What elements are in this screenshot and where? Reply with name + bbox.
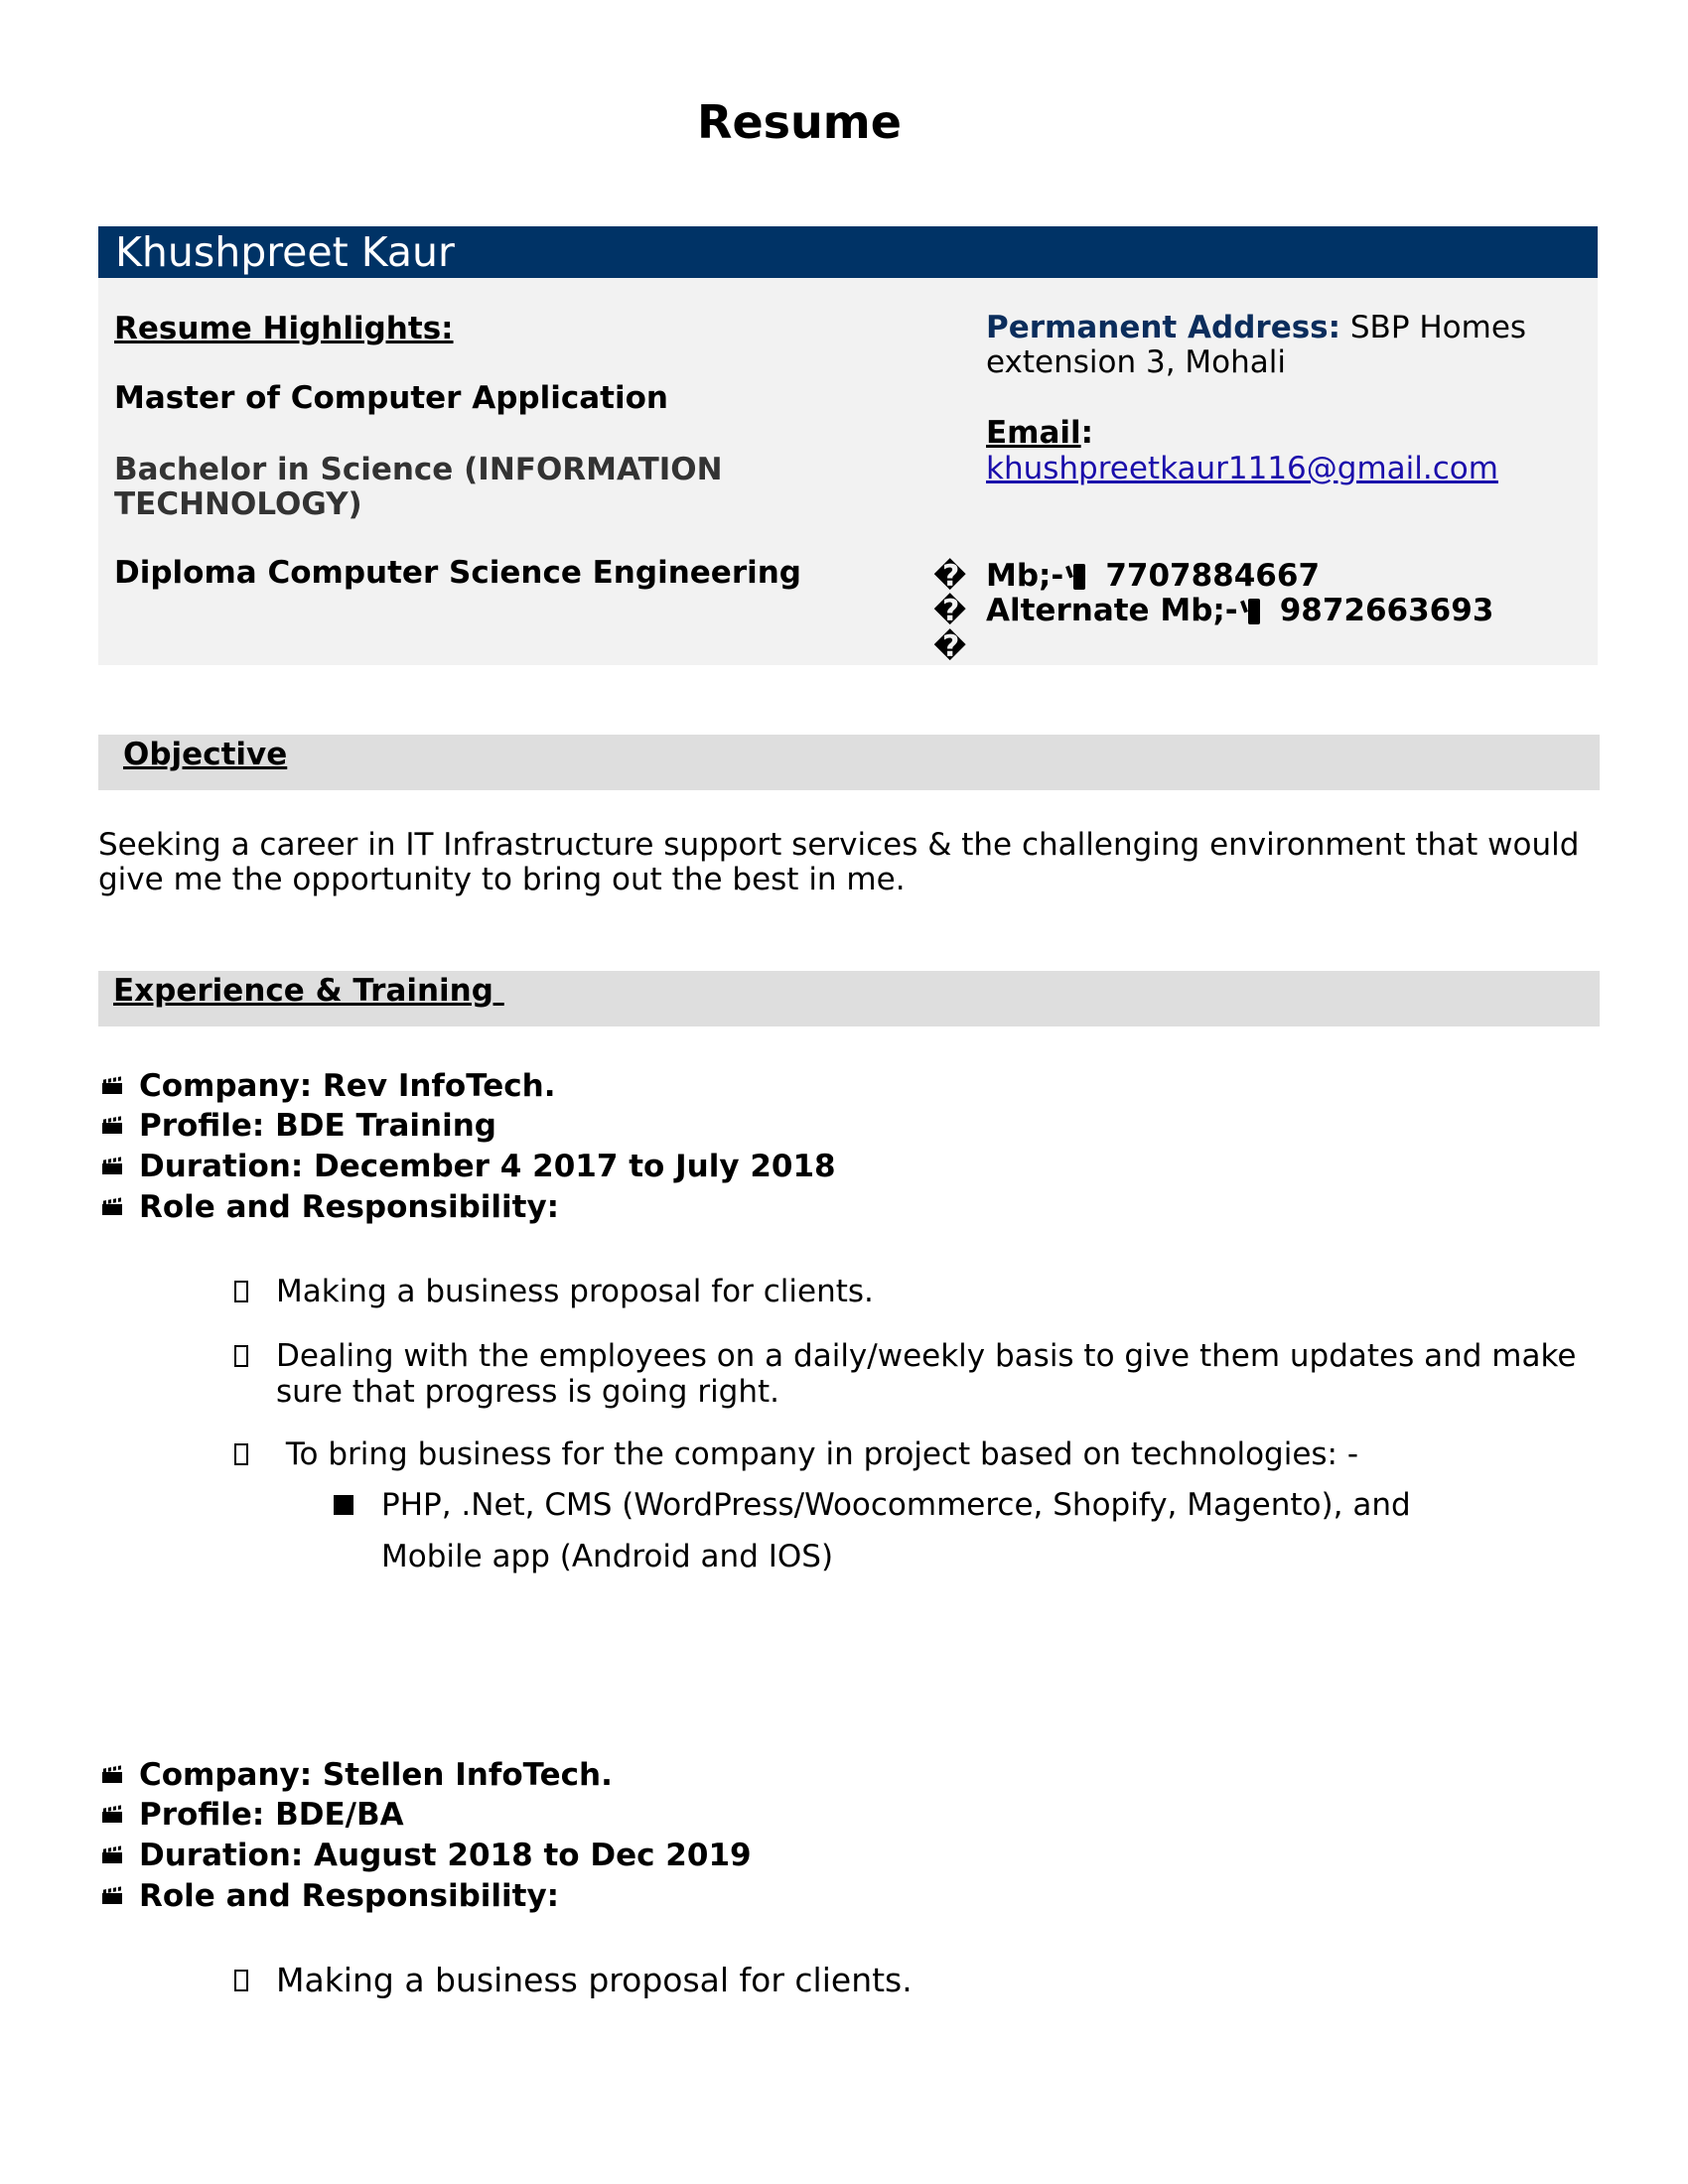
responsibility-item [234, 1274, 1597, 1309]
job-role-heading [102, 1189, 559, 1225]
job-duration-text: Duration: August 2018 to Dec 2019 [139, 1838, 752, 1873]
mobile-phone-icon [1248, 599, 1260, 624]
responsibility-text: Dealing with the employees on a daily/weekly basis to give them updates and make sure that progress is going right. [276, 1338, 1577, 1410]
box-bullet-icon [234, 1281, 248, 1302]
clapperboard-icon [102, 1159, 122, 1174]
alternate-mobile-number: 9872663693 [1279, 593, 1494, 628]
box-bullet-icon [234, 1345, 248, 1367]
email-label-line [986, 416, 1093, 451]
clapperboard-icon [102, 1118, 122, 1134]
alternate-mobile-line [986, 594, 1493, 628]
job-profile [102, 1108, 496, 1144]
mobile-number: 7707884667 [1105, 558, 1321, 594]
clapperboard-icon [102, 1199, 122, 1215]
box-bullet-icon [234, 1970, 248, 1991]
mobile-phone-icon [1073, 564, 1085, 590]
job-company [102, 1068, 555, 1104]
clapperboard-icon [102, 1767, 122, 1783]
experience-heading: Experience & Training [113, 973, 504, 1009]
job-duration [102, 1149, 836, 1184]
job-role-heading [102, 1878, 559, 1914]
replacement-glyph: � [933, 594, 967, 628]
clapperboard-icon [102, 1078, 122, 1094]
address-label: Permanent Address: [986, 310, 1341, 345]
job-company-text: Company: Stellen InfoTech. [139, 1757, 613, 1793]
responsibility-item [234, 1436, 1597, 1472]
box-bullet-icon [234, 1443, 248, 1465]
job-role-heading-text: Role and Responsibility: [139, 1878, 560, 1914]
replacement-glyph: � [933, 559, 967, 594]
job-company [102, 1757, 613, 1793]
objective-text: Seeking a career in IT Infrastructure support services & the challenging environment that would give me the opportunity to bring out the best in me. [98, 827, 1580, 897]
alternate-mobile-label: Alternate Mb;- [986, 593, 1238, 628]
email-label: Email [986, 415, 1081, 451]
email-link[interactable]: khushpreetkaur1116@gmail.com [986, 451, 1498, 486]
job-profile-text: Profile: BDE Training [139, 1108, 496, 1144]
technology-sub-item [334, 1479, 1474, 1582]
job-profile [102, 1797, 404, 1833]
responsibility-text: Making a business proposal for clients. [276, 1961, 913, 1999]
job-duration [102, 1838, 752, 1873]
highlights-heading: Resume Highlights: [114, 311, 454, 346]
job-company-text: Company: Rev InfoTech. [139, 1068, 556, 1104]
mobile-line [986, 559, 1320, 594]
name-banner: Khushpreet Kaur [98, 226, 1598, 278]
highlight-bsc: Bachelor in Science (INFORMATION TECHNOLOGY) [114, 452, 723, 522]
responsibility-text: Making a business proposal for clients. [276, 1274, 874, 1309]
objective-heading: Objective [123, 737, 288, 772]
job-role-heading-text: Role and Responsibility: [139, 1189, 560, 1225]
clapperboard-icon [102, 1847, 122, 1863]
highlight-mca: Master of Computer Application [114, 380, 668, 416]
responsibility-item [234, 1963, 1597, 1998]
responsibility-text: To bring business for the company in project based on technologies: - [276, 1436, 1359, 1472]
email-colon: : [1080, 415, 1094, 451]
objective-section-bar [98, 735, 1600, 790]
square-bullet-icon [334, 1495, 353, 1515]
permanent-address [986, 311, 1562, 380]
job-duration-text: Duration: December 4 2017 to July 2018 [139, 1149, 836, 1184]
mobile-label: Mb;- [986, 558, 1064, 594]
address-value: SBP Homes extension 3, Mohali [986, 310, 1527, 380]
replacement-glyph: � [933, 629, 967, 664]
job-profile-text: Profile: BDE/BA [139, 1797, 404, 1833]
document-title: Resume [697, 95, 902, 149]
clapperboard-icon [102, 1888, 122, 1904]
technology-sub-item-text: PHP, .Net, CMS (WordPress/Woocommerce, Shopify, Magento), and Mobile app (Android and IOS) [381, 1487, 1411, 1574]
highlight-diploma: Diploma Computer Science Engineering [114, 555, 801, 591]
responsibility-item [234, 1338, 1597, 1410]
clapperboard-icon [102, 1807, 122, 1823]
